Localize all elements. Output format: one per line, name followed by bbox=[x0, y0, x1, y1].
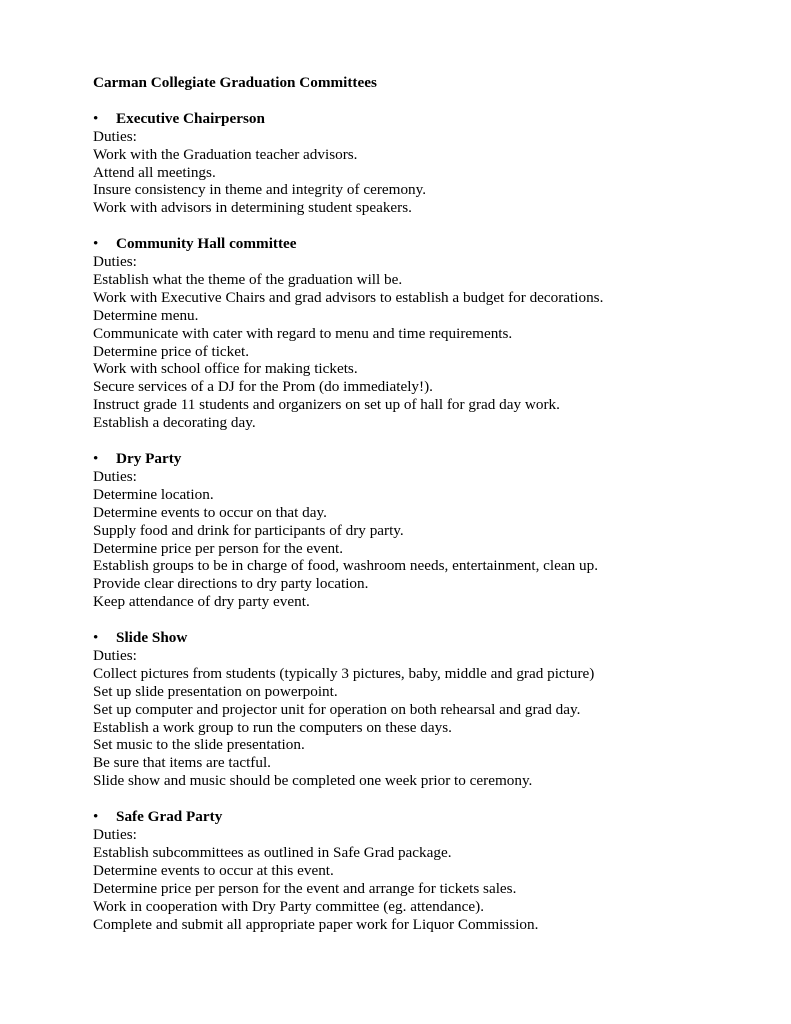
committee-heading-text: Dry Party bbox=[116, 449, 182, 467]
committee-section bbox=[93, 450, 753, 611]
duty-item: Establish what the theme of the graduation will be. bbox=[93, 270, 403, 288]
committee-heading-text: Safe Grad Party bbox=[116, 808, 223, 826]
committee-heading bbox=[93, 235, 753, 253]
duty-item: Establish a decorating day. bbox=[93, 414, 256, 432]
committee-heading bbox=[93, 629, 753, 647]
duty-item: Provide clear directions to dry party location. bbox=[93, 575, 369, 593]
committee-section bbox=[93, 235, 753, 432]
duty-item: Set up computer and projector unit for operation on both rehearsal and grad day. bbox=[93, 700, 581, 718]
bullet-icon: • bbox=[93, 629, 99, 647]
duty-item: Slide show and music should be completed one week prior to ceremony. bbox=[93, 772, 533, 790]
bullet-icon: • bbox=[93, 109, 99, 127]
bullet-icon: • bbox=[93, 449, 99, 467]
duties-label: Duties: bbox=[93, 825, 137, 843]
bullet-icon: • bbox=[93, 235, 99, 253]
duties-label: Duties: bbox=[93, 127, 137, 145]
document-page bbox=[93, 74, 753, 951]
committee-section bbox=[93, 629, 753, 790]
document-title: Carman Collegiate Graduation Committees bbox=[93, 74, 377, 91]
committee-heading bbox=[93, 808, 753, 826]
duty-item: Set music to the slide presentation. bbox=[93, 736, 305, 754]
duty-item: Determine events to occur at this event. bbox=[93, 861, 334, 879]
committee-heading-text: Executive Chairperson bbox=[116, 109, 265, 127]
bullet-icon: • bbox=[93, 808, 99, 826]
duty-item: Secure services of a DJ for the Prom (do immediately!). bbox=[93, 378, 433, 396]
duties-label: Duties: bbox=[93, 467, 137, 485]
duties-label: Duties: bbox=[93, 646, 137, 664]
committee-section bbox=[93, 110, 753, 217]
committee-sections bbox=[93, 110, 753, 934]
duty-item: Determine events to occur on that day. bbox=[93, 503, 327, 521]
duty-item: Determine price per person for the event. bbox=[93, 539, 344, 557]
committee-heading-text: Community Hall committee bbox=[116, 235, 297, 253]
duty-item: Instruct grade 11 students and organizers on set up of hall for grad day work. bbox=[93, 396, 560, 414]
duty-item: Work in cooperation with Dry Party committee (eg. attendance). bbox=[93, 897, 484, 915]
duty-item: Establish subcommittees as outlined in Safe Grad package. bbox=[93, 843, 452, 861]
committee-heading bbox=[93, 110, 753, 128]
committee-heading bbox=[93, 450, 753, 468]
duty-item: Complete and submit all appropriate paper work for Liquor Commission. bbox=[93, 915, 539, 933]
duty-item: Determine price per person for the event and arrange for tickets sales. bbox=[93, 879, 517, 897]
duty-item: Keep attendance of dry party event. bbox=[93, 593, 310, 611]
duties-label: Duties: bbox=[93, 253, 137, 271]
duty-item: Determine price of ticket. bbox=[93, 342, 250, 360]
duty-item: Work with school office for making tickets. bbox=[93, 360, 358, 378]
duty-item: Work with advisors in determining student speakers. bbox=[93, 199, 412, 217]
committee-section bbox=[93, 808, 753, 933]
duty-item: Determine location. bbox=[93, 485, 214, 503]
duty-item: Communicate with cater with regard to menu and time requirements. bbox=[93, 324, 513, 342]
duty-item: Establish a work group to run the computers on these days. bbox=[93, 718, 452, 736]
duty-item: Insure consistency in theme and integrity of ceremony. bbox=[93, 181, 427, 199]
duty-item: Collect pictures from students (typically 3 pictures, baby, middle and grad picture) bbox=[93, 664, 595, 682]
duty-item: Work with the Graduation teacher advisors. bbox=[93, 145, 358, 163]
duty-item: Work with Executive Chairs and grad advisors to establish a budget for decorations. bbox=[93, 288, 604, 306]
duty-item: Attend all meetings. bbox=[93, 163, 216, 181]
committee-heading-text: Slide Show bbox=[116, 629, 188, 647]
duty-item: Set up slide presentation on powerpoint. bbox=[93, 682, 338, 700]
duty-item: Determine menu. bbox=[93, 306, 199, 324]
duty-item: Be sure that items are tactful. bbox=[93, 754, 271, 772]
duty-item: Establish groups to be in charge of food, washroom needs, entertainment, clean up. bbox=[93, 557, 598, 575]
duty-item: Supply food and drink for participants of dry party. bbox=[93, 521, 404, 539]
